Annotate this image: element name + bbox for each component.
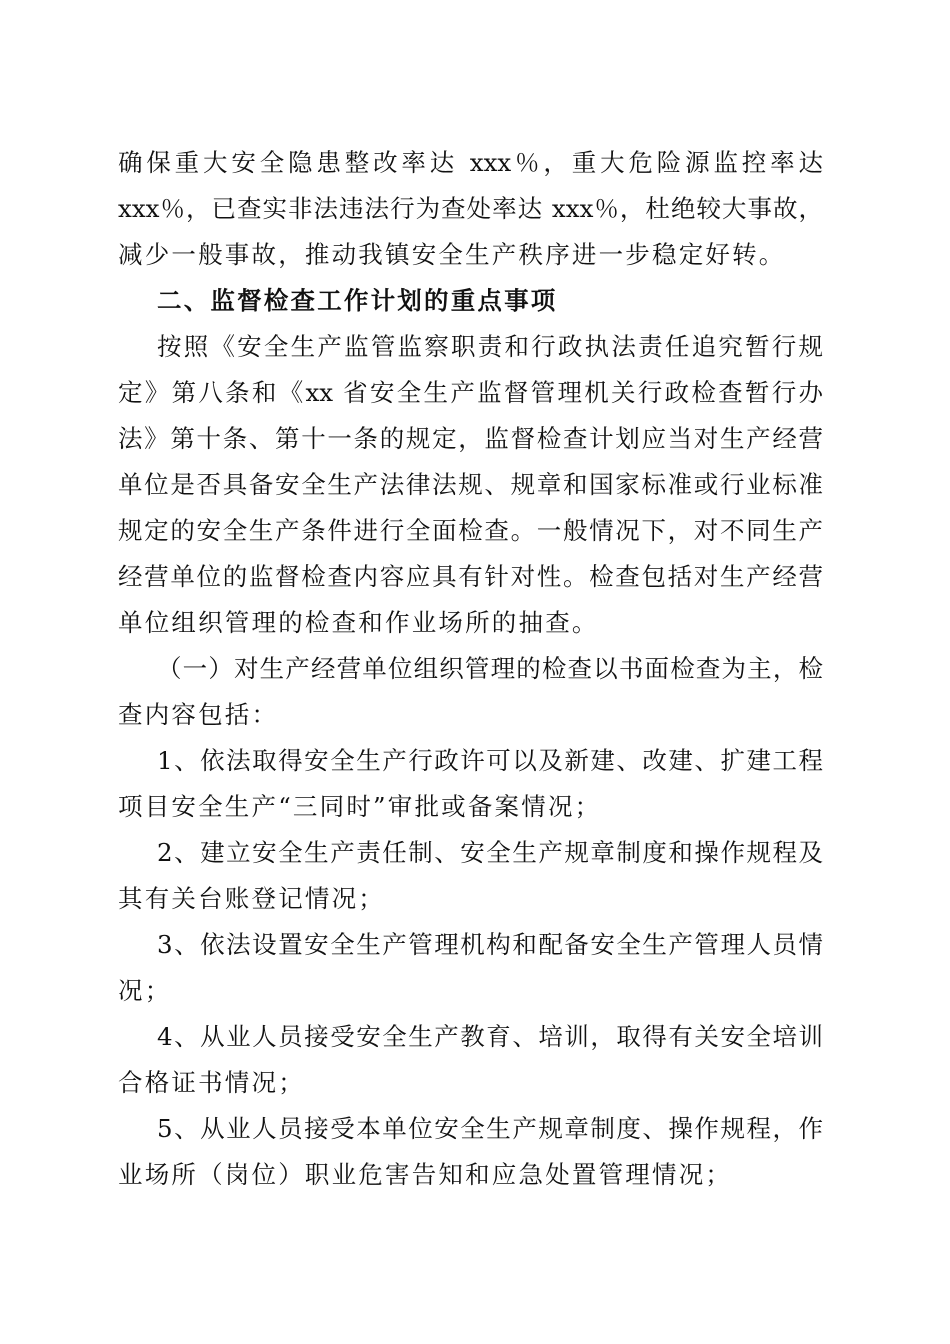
- text-line: 单位组织管理的检查和作业场所的抽查。: [118, 608, 599, 637]
- list-item-5: [118, 1106, 823, 1198]
- text-line: 经营单位的监督检查内容应具有针对性。检查包括对生产经营: [118, 562, 823, 591]
- text-line: 4、从业人员接受安全生产教育、培训，取得有关安全培训: [157, 1022, 823, 1051]
- text-line: 确保重大安全隐患整改率达 xxx％，重大危险源监控率达: [118, 148, 823, 177]
- text-line: 法》第十条、第十一条的规定，监督检查计划应当对生产经营: [118, 424, 823, 453]
- text-line: 减少一般事故，推动我镇安全生产秩序进一步稳定好转。: [118, 240, 786, 269]
- text-line: 况；: [118, 976, 172, 1005]
- section-heading-text: 二、监督检查工作计划的重点事项: [157, 286, 558, 315]
- text-line: 业场所（岗位）职业危害告知和应急处置管理情况；: [118, 1160, 733, 1189]
- subsection-organizational-inspection: [118, 646, 823, 738]
- text-line: 合格证书情况；: [118, 1068, 305, 1097]
- document-body: [118, 140, 823, 1198]
- section-heading: [118, 278, 823, 324]
- text-line: xxx％，已查实非法违法行为查处率达 xxx％，杜绝较大事故，: [118, 194, 823, 223]
- list-item-4: [118, 1014, 823, 1106]
- text-line: 定》第八条和《xx 省安全生产监督管理机关行政检查暂行办: [118, 378, 823, 407]
- paragraph-safety-targets: [118, 140, 823, 278]
- text-line: 5、从业人员接受本单位安全生产规章制度、操作规程，作: [157, 1114, 823, 1143]
- paragraph-regulations: [118, 324, 823, 646]
- text-line: 单位是否具备安全生产法律法规、规章和国家标准或行业标准: [118, 470, 823, 499]
- text-line: 2、建立安全生产责任制、安全生产规章制度和操作规程及: [157, 838, 823, 867]
- list-item-2: [118, 830, 823, 922]
- text-line: 项目安全生产“三同时”审批或备案情况；: [118, 792, 602, 821]
- text-line: 查内容包括：: [118, 700, 279, 729]
- text-line: （一）对生产经营单位组织管理的检查以书面检查为主，检: [157, 654, 823, 683]
- list-item-3: [118, 922, 823, 1014]
- text-line: 1、依法取得安全生产行政许可以及新建、改建、扩建工程: [157, 746, 823, 775]
- list-item-1: [118, 738, 823, 830]
- text-line: 规定的安全生产条件进行全面检查。一般情况下，对不同生产: [118, 516, 823, 545]
- text-line: 3、依法设置安全生产管理机构和配备安全生产管理人员情: [157, 930, 823, 959]
- text-line: 按照《安全生产监管监察职责和行政执法责任追究暂行规: [157, 332, 823, 361]
- text-line: 其有关台账登记情况；: [118, 884, 385, 913]
